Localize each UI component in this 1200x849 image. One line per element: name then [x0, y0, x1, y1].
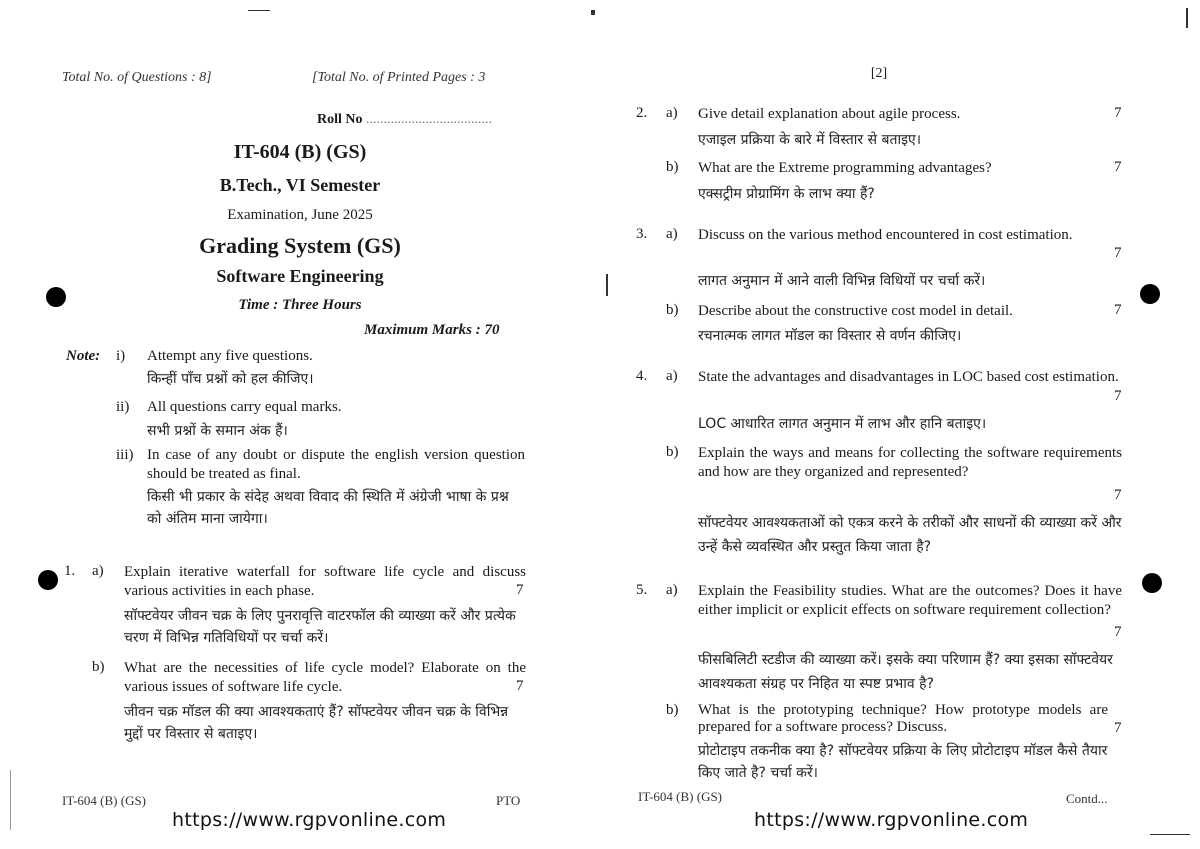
punch-hole	[46, 287, 66, 307]
q5b-label: b)	[666, 702, 679, 718]
roll-no-dots: ....................................	[366, 112, 492, 127]
right-footer-code: IT-604 (B) (GS)	[638, 789, 723, 804]
q4b-en: Explain the ways and means for collecting the software requirements and how are they organized and represented?	[698, 445, 1122, 480]
q3a-en: Discuss on the various method encountered in cost estimation.	[698, 227, 1073, 243]
grading-system: Grading System (GS)	[199, 233, 401, 258]
q1b-en: What are the necessities of life cycle model? Elaborate on the various issues of software life cycle.	[124, 660, 526, 695]
q1b-hi: जीवन चक्र मॉडल की क्या आवश्यकताएं हैं? सॉफ्टवेयर जीवन चक्र के विभिन्न मुद्दों पर विस्तार से बताइए।	[124, 704, 509, 742]
q4b-hi: सॉफ्टवेयर आवश्यकताओं को एकत्र करने के तरीकों और साधनों की व्याख्या करें और उन्हें कैसे व्यवस्थित और प्रस्तुत किया जाता है?	[698, 515, 1122, 555]
q1b-label: b)	[92, 659, 105, 675]
q3-number: 3.	[636, 226, 648, 242]
q3a-hi: लागत अनुमान में आने वाली विभिन्न विधियों पर चर्चा करें।	[698, 273, 986, 289]
q5a-marks: 7	[1114, 624, 1122, 640]
note-3-num: iii)	[116, 447, 134, 463]
q4b-marks: 7	[1114, 487, 1122, 503]
subject: Software Engineering	[216, 266, 384, 286]
q2b-label: b)	[666, 159, 679, 175]
q2a-hi: एजाइल प्रक्रिया के बारे में विस्तार से बताइए।	[698, 132, 922, 148]
note-label: Note:	[66, 348, 101, 364]
course: B.Tech., VI Semester	[219, 175, 381, 195]
q2b-hi: एक्सट्रीम प्रोग्रामिंग के लाभ क्या हैं?	[698, 186, 875, 202]
punch-hole	[1140, 284, 1160, 304]
q2a-label: a)	[666, 105, 678, 121]
right-footer-url: https://www.rgpvonline.com	[754, 809, 1029, 831]
q2a-marks: 7	[1114, 105, 1122, 121]
time: Time : Three Hours	[238, 297, 362, 313]
total-questions: Total No. of Questions : 8]	[62, 70, 212, 85]
contd: Contd...	[1066, 791, 1108, 806]
paper-code: IT-604 (B) (GS)	[233, 141, 367, 163]
max-marks: Maximum Marks : 70	[364, 322, 500, 338]
q4a-en: State the advantages and disadvantages in LOC based cost estimation.	[698, 369, 1119, 385]
q3a-marks: 7	[1114, 245, 1122, 261]
roll-no-label: Roll No ....................................	[317, 112, 492, 127]
q5b-marks: 7	[1114, 720, 1122, 736]
note-3-hi: किसी भी प्रकार के संदेह अथवा विवाद की स्थिति में अंग्रेजी भाषा के प्रश्न को अंतिम माना जायेगा।	[147, 489, 509, 527]
q2b-en: What are the Extreme programming advantages?	[698, 160, 992, 176]
q5b-hi: प्रोटोटाइप तकनीक क्या है? सॉफ्टवेयर प्रक्रिया के लिए प्रोटोटाइप मॉडल कैसे तैयार किए जाते है? चर्चा करें।	[698, 743, 1108, 781]
q3b-label: b)	[666, 302, 679, 318]
q1a-label: a)	[92, 563, 104, 579]
note-2-en: All questions carry equal marks.	[147, 399, 342, 415]
note-1-en: Attempt any five questions.	[147, 348, 313, 364]
q2a-en: Give detail explanation about agile process.	[698, 106, 961, 122]
q1a-hi: सॉफ्टवेयर जीवन चक्र के लिए पुनरावृत्ति वाटरफॉल की व्याख्या करें और प्रत्येक चरण में विभिन्न गतिविधियों पर चर्चा करें।	[124, 608, 516, 646]
q5b-en: What is the prototyping technique? How prototype models are prepared for a software process? Discuss.	[698, 702, 1108, 735]
q5a-en: Explain the Feasibility studies. What are the outcomes? Does it have either implicit or explicit effects on software requirement collection?	[698, 583, 1122, 618]
note-1-num: i)	[116, 348, 126, 364]
right-page	[600, 0, 1200, 849]
punch-hole	[1142, 573, 1162, 593]
q4a-hi: LOC आधारित लागत अनुमान में लाभ और हानि बताइए।	[698, 416, 987, 432]
q4a-marks: 7	[1114, 388, 1122, 404]
note-3-en: In case of any doubt or dispute the english version question should be treated as final.	[147, 447, 525, 482]
exam-session: Examination, June 2025	[227, 207, 373, 223]
q5-number: 5.	[636, 582, 648, 598]
q5a-label: a)	[666, 582, 678, 598]
q1-number: 1.	[64, 563, 76, 579]
pto: PTO	[496, 793, 521, 808]
punch-hole	[38, 570, 58, 590]
q2-number: 2.	[636, 105, 648, 121]
page-number: [2]	[870, 66, 888, 81]
q3b-hi: रचनात्मक लागत मॉडल का विस्तार से वर्णन कीजिए।	[698, 328, 962, 344]
q1a-marks: 7	[516, 582, 524, 598]
q3a-label: a)	[666, 226, 678, 242]
q4-number: 4.	[636, 368, 648, 384]
note-2-num: ii)	[116, 399, 130, 415]
total-pages: [Total No. of Printed Pages : 3	[312, 70, 486, 85]
left-footer-code: IT-604 (B) (GS)	[62, 793, 147, 808]
q1a-en: Explain iterative waterfall for software life cycle and discuss various activities in each phase.	[124, 564, 526, 599]
q5a-hi: फीसबिलिटी स्टडीज की व्याख्या करें। इसके क्या परिणाम हैं? क्या इसका सॉफ्टवेयर आवश्यकता संग्रह पर निहित या स्पष्ट प्रभाव है?	[698, 652, 1113, 692]
note-2-hi: सभी प्रश्नों के समान अंक हैं।	[147, 423, 288, 439]
q2b-marks: 7	[1114, 159, 1122, 175]
q3b-en: Describe about the constructive cost model in detail.	[698, 303, 1013, 319]
q3b-marks: 7	[1114, 302, 1122, 318]
q1b-marks: 7	[516, 678, 524, 694]
note-1-hi: किन्हीं पाँच प्रश्नों को हल कीजिए।	[147, 371, 314, 387]
left-footer-url: https://www.rgpvonline.com	[172, 809, 447, 831]
q4b-label: b)	[666, 444, 679, 460]
q4a-label: a)	[666, 368, 678, 384]
